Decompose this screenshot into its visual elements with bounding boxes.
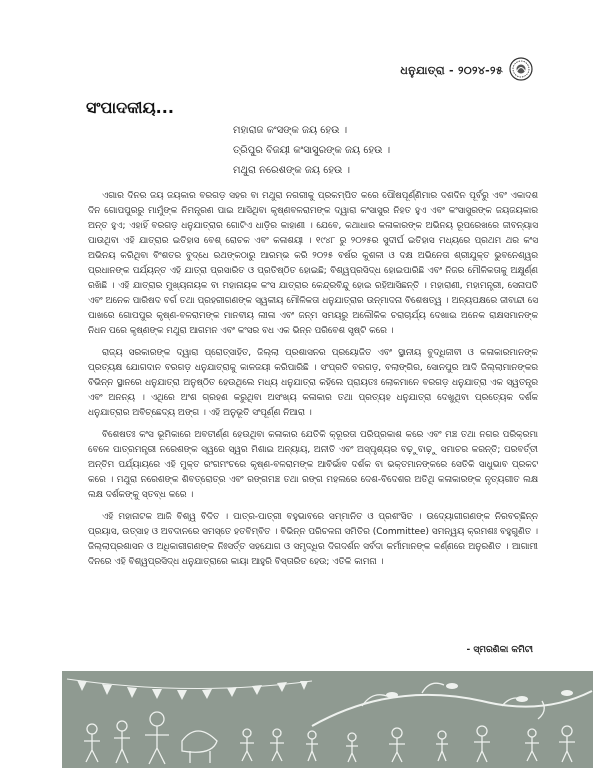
- editorial-title: ସଂପାଦକୀୟ...: [86, 98, 174, 117]
- body-paragraph: ରାଜ୍ୟ ସରକାରଙ୍କ ଦ୍ୱାରା ପ୍ରୋତ୍ସାହିତ, ଜିଲ୍ଲା ପ୍ରଶାସନର ପ୍ରୟୋଜିତ ଏବଂ ସ୍ଥାନୀୟ ବୁଦ୍ଧିଜୀବୀ ଓ କଳାକାରମାନଙ୍କ ପ୍ରତ୍ୟକ୍ଷ ଯୋଗଦାନ ବରଗଡ଼ ଧନୁଯାତ୍ରାକୁ କାଳଜୟୀ କରିପାରିଛି । ସଂପ୍ରତି ବରଗଡ଼, ବଲାଙ୍ଗିର, ସୋନପୁର ଆଦି ଜିଲ୍ଲାମାନଙ୍କର ବିଭିନ୍ନ ସ୍ଥାନରେ ଧନୁଯାତ୍ରା ଅନୁଷ୍ଠିତ ହେଉଥିଲେ ମଧ୍ୟ ଧନୁଯାତ୍ରା କହିଲେ ପ୍ରାୟତଃ ଲୋକମାନେ ବରଗଡ଼ ଧନୁଯାତ୍ରା ଏକ ସ୍ୱତନ୍ତ୍ର ଏବଂ ଅନନ୍ୟ । ଏଥିରେ ଅଂଶ ଗ୍ରହଣ କରୁଥିବା ଅସଂଖ୍ୟ କଳାକାର ତଥା ପ୍ରତ୍ୟହ ଧନୁଯାତ୍ରା ଦେଖୁଥିବା ପ୍ରତ୍ୟେକ ଦର୍ଶକ ଧନୁଯାତ୍ରାର ଅବିଚ୍ଛେଦ୍ୟ ଅଙ୍ଗ । ଏହି ଅନୁଭୂତି ସଂପୂର୍ଣ୍ଣ ନିଆରା ।: [88, 348, 538, 418]
- festival-emblem-icon: [509, 57, 533, 81]
- body-paragraph: ବିଶେଷତଃ କଂସ ଭୂମିକାରେ ଅବତୀର୍ଣ୍ଣ ହେଉଥିବା କଳାକାର ଯେତିକି କ୍ରୂରତା ପରିପ୍ରକାଶ କରେ ଏବଂ ମଞ୍ଚ ତଥା ନଗର ପରିକ୍ରମା ବେଳେ ପାତ୍ରମନ୍ତ୍ରୀ ନରେଶଙ୍କ ସ୍ୱରେ ସ୍ୱର ମିଶାଇ ଅନ୍ୟାୟ, ଅନୀତି ଏବଂ ଅସ୍ପୃଶ୍ୟର ବଢ଼ୁବାଢ଼ୁ ସମାଚର କରନ୍ତି; ପରବର୍ତ୍ତୀ ଅନ୍ତିମ ପର୍ଯ୍ୟାୟରେ ଏହି ମୁକ୍ତ ରଂଗମଂଚରେ କୃଷ୍ଣ-ବଳରାମଙ୍କ ଆବିର୍ଭାବ ଦର୍ଶକ ବା ଭକ୍ତମାନଙ୍କରେ ସେତିକି ସାଧୁଭାବ ପ୍ରକଟ କରେ । ମଥୁରା ନରେଶଙ୍କ ଶିବତ୍ରୋତ୍ର ଏବଂ ରଙ୍ଗମଞ୍ଚ ତଥା ରଙ୍ଗ ମହଲରେ ଦେଶ-ବିଦେଶର ଅତିଥି କଳାକାରଙ୍କ ନୃତ୍ୟଗୀତ ଲକ୍ଷ ଲକ୍ଷ ଦର୍ଶକଙ୍କୁ ସ୍ତବ୍ଧ କରେ ।: [88, 430, 538, 500]
- slogan-line: ତ୍ରିପୁର ବିଜୟୀ କଂସାସୁରଙ୍କ ଜୟ ହେଉ ।: [233, 145, 391, 156]
- folk-festival-illustration-icon: [62, 671, 593, 768]
- signature: - ସ୍ମରଣିକା କମିଟୀ: [466, 645, 533, 655]
- body-paragraph: ଏଗାର ଦିନର ଜୟ ଜୟକାର ବରଗଡ଼ ସହର ବା ମଥୁରା ନଗରୀକୁ ପ୍ରକମ୍ପିତ କରେ ପୌଷପୂର୍ଣ୍ଣିମାର ଦଶଦିନ ପୂର୍ବରୁ ଏବଂ ଏକାଦଶ ଦିନ ଗୋପପୁରରୁ ମାମୁଁଙ୍କ ନିମନ୍ତ୍ରଣ ପାଇ ଆସିଥିବା କୃଷ୍ଣବଳରାମଙ୍କ ଦ୍ୱାରା କଂସାସୁର ନିହତ ହୁଏ ଏବଂ କଂସାସୁରଙ୍କ ଜୟଜୟକାର ଅନ୍ତ ହୁଏ; ଏହାହିଁ ବରଗଡ଼ ଧନୁଯାତ୍ରାର ଗୋଟିଏ ଧାଡ଼ିର କାହାଣୀ । ଯେବେ, କଥାଧାର କଳାକାରଙ୍କ ଅଭିନୟ ରୂପରେଖରେ ଜୀବନ୍ୟାସ ପାଉଥିବା ଏହି ଯାତ୍ରାର ଇତିହାସ ବେଶ୍ ରୋଚକ ଏବଂ କଳାଶୟୀ । ୧୯୪୮ ରୁ ୨୦୨୫ର ସୁଦୀର୍ଘ ଇତିହାସ ମଧ୍ୟରେ ପ୍ରଥମ ଥର କଂସ ଅଭିନୟ କରିଥିବା ବିଂଶତର ବୁଦ୍ଧେ ରଥଙ୍କଠାରୁ ଆରମ୍ଭ କରି ୨୦୨୫ ବର୍ଷର କୁଶଳୀ ଓ ଦକ୍ଷ ଅଭିନେତା ଶ୍ରୀଯୁକ୍ତ ଭୁବନେଶ୍ୱର ପ୍ରଧାନଙ୍କ ପର୍ଯ୍ୟନ୍ତ ଏହି ଯାତ୍ରା ପ୍ରସାରିତ ଓ ପ୍ରତିଷ୍ଠିତ ହୋଇଛି; ବିଶ୍ୱପ୍ରସିଦ୍ଧ ହୋଇପାରିଛି ଏବଂ ନିଜର ମୌଳିକତାକୁ ଅକ୍ଷୁର୍ଣ୍ଣ ରଖିଛି । ଏହି ଯାତ୍ରାର ମୁଖ୍ୟନାୟକ ବା ମହାନାୟକ କଂସ ଯାତ୍ରାର କେନ୍ଦ୍ରବିନ୍ଦୁ ହୋଇ ରହିଆସିଛନ୍ତି । ମହାରାଣୀ, ମହାମନ୍ତ୍ରୀ, ସେନାପତି ଏବଂ ଅନେକ ପାରିଷଦ ବର୍ଗ ତଥା ପ୍ରହରୀଗଣଙ୍କ ସ୍ୱକୀୟ ମୌଳିକତା ଧନୁଯାତ୍ରାର ଉନ୍ମାଦନା ବିଶେଷତ୍ୱ । ଅନ୍ୟପକ୍ଷରେ ଜୀବାନ୍ଦୀ ସେ ପାଖରେ ଗୋପପୁର କୃଷ୍ଣ-ବଳରାମଙ୍କ ମାନବୀୟ ଲୀଳା ଏବଂ ଜନ୍ମ ସମୟରୁ ଅଲୌକିକ ଚରାଚାର୍ଯ୍ୟ ଦେଖାଇ ଅନେକ ରାକ୍ଷସମାନଙ୍କ ନିଧନ ପରେ କୃଷ୍ଣଙ୍କ ମଥୁରା ଆଗମନ ଏବଂ କଂସର ବଧ ଏକ ଭିନ୍ନ ପରିବେଶ ସୃଷ୍ଟି କରେ ।: [88, 191, 538, 336]
- slogan-line: ମହାରାଜ କଂସଙ୍କ ଜୟ ହେଉ ।: [233, 125, 348, 136]
- slogan-line: ମଥୁରା ନରେଶଙ୍କ ଜୟ ହେଉ ।: [233, 165, 351, 176]
- header-title: ଧନୁଯାତ୍ରା - ୨୦୨୪-୨୫: [400, 64, 503, 77]
- body-paragraph: ଏହି ମହାନାଟକ ଆଜି ବିଶ୍ୱ ବିଦିତ । ପାତ୍ର-ପାତ୍ରୀ ବହୁଭାବରେ ସମ୍ମାନିତ ଓ ପ୍ରଶଂସିତ । ଉଦ୍ୟୋଗୀଗଣଙ୍କ ନିରବଚ୍ଛିନ୍ନ ପ୍ରୟାସ, ଉତ୍ସାହ ଓ ଅବଦାନରେ ସମସ୍ତେ ହତବିମ୍ବିତ । ବିଭିନ୍ନ ପରିଚଳନା ସମିତିର (Committee) ସମନ୍ୱୟ କ୍ରମଶଃ ବହୁଗୁଣିତ । ଜିଲ୍ଲାପ୍ରଶାସନ ଓ ଅଧିକାରୀଗଣଙ୍କ ନିଃସର୍ତ୍ତ ସହଯୋଗ ଓ ସମୃଦ୍ଧିର ଦିଗଦର୍ଶନ ସର୍ବଦା କର୍ମୀମାନଙ୍କ କର୍ଣ୍ଣରେ ଅନୁରଣିତ । ଆଗାମୀ ଦିନରେ ଏହି ବିଶ୍ୱପ୍ରସିଦ୍ଧ ଧନୁଯାତ୍ରାରେ କାୟା ଆହୁରି ବିସ୍ତାରିତ ହେଉ; ଏତିକି କାମନା ।: [88, 512, 538, 567]
- editorial-body: [88, 189, 538, 577]
- slogan-block: [233, 121, 390, 181]
